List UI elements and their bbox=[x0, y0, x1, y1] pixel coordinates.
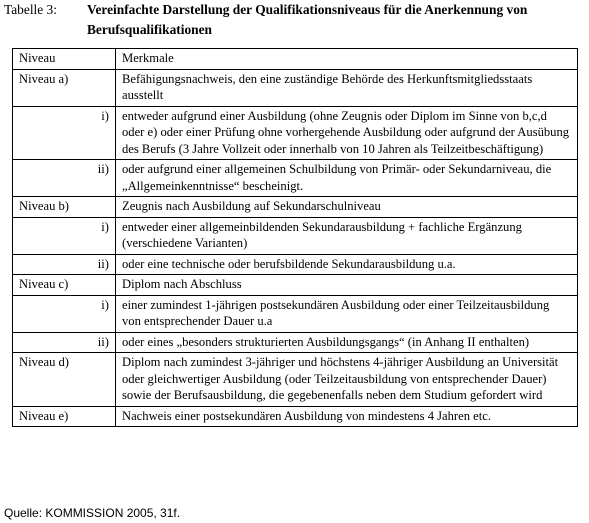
row-level: i) bbox=[13, 106, 116, 160]
row-level: Niveau e) bbox=[13, 406, 116, 427]
row-text: entweder aufgrund einer Ausbildung (ohne Zeugnis oder Diplom im Sinne von b,c,d oder e) oder einer Prüfung ohne vorhergehende Ausbildung oder aufgrund der Ausübung des Berufs (3 Jahre Vollzeit oder innerhalb von 10 Jahren als Teilzeitbeschäftigung) bbox=[116, 106, 578, 160]
table-row bbox=[13, 254, 578, 275]
source-note: Quelle: KOMMISSION 2005, 31f. bbox=[4, 506, 181, 520]
caption-label: Tabelle 3: bbox=[4, 2, 57, 17]
table-row bbox=[13, 295, 578, 332]
row-text: Befähigungsnachweis, den eine zuständige Behörde des Herkunftsmitgliedsstaats ausstellt bbox=[116, 69, 578, 106]
table-header-row bbox=[13, 49, 578, 70]
row-text: Nachweis einer postsekundären Ausbildung von mindestens 4 Jahren etc. bbox=[116, 406, 578, 427]
table-row bbox=[13, 332, 578, 353]
row-level: i) bbox=[13, 217, 116, 254]
row-level: Niveau d) bbox=[13, 353, 116, 407]
row-level: ii) bbox=[13, 332, 116, 353]
row-text: Diplom nach zumindest 3-jähriger und höchstens 4-jähriger Ausbildung an Universität oder gleichwertiger Ausbildung (oder Teilzeitausbildung von entsprechender Dauer) sowie der Berufsausbildung, die gegebenenfalls neben dem Studium gefordert wird bbox=[116, 353, 578, 407]
row-level: ii) bbox=[13, 254, 116, 275]
row-text: Diplom nach Abschluss bbox=[116, 275, 578, 296]
row-level: Niveau c) bbox=[13, 275, 116, 296]
table-row bbox=[13, 275, 578, 296]
header-merkmale: Merkmale bbox=[116, 49, 578, 70]
table-row bbox=[13, 406, 578, 427]
table-row bbox=[13, 217, 578, 254]
row-text: Zeugnis nach Ausbildung auf Sekundarschulniveau bbox=[116, 197, 578, 218]
table-row bbox=[13, 353, 578, 407]
row-text: entweder einer allgemeinbildenden Sekundarausbildung + fachliche Ergänzung (verschiedene Varianten) bbox=[116, 217, 578, 254]
table-caption bbox=[4, 0, 586, 40]
caption-title: Vereinfachte Darstellung der Qualifikationsniveaus für die Anerkennung von Berufsqualifikationen bbox=[87, 2, 528, 37]
row-level: ii) bbox=[13, 160, 116, 197]
qualification-table bbox=[12, 48, 578, 427]
row-level: i) bbox=[13, 295, 116, 332]
row-text: einer zumindest 1-jährigen postsekundären Ausbildung oder einer Teilzeitausbildung von entsprechender Dauer u.a bbox=[116, 295, 578, 332]
row-level: Niveau a) bbox=[13, 69, 116, 106]
row-text: oder eine technische oder berufsbildende Sekundarausbildung u.a. bbox=[116, 254, 578, 275]
table-row bbox=[13, 160, 578, 197]
header-niveau: Niveau bbox=[13, 49, 116, 70]
row-text: oder eines „besonders strukturierten Ausbildungsgangs“ (in Anhang II enthalten) bbox=[116, 332, 578, 353]
table-row bbox=[13, 106, 578, 160]
table-row bbox=[13, 197, 578, 218]
row-level: Niveau b) bbox=[13, 197, 116, 218]
table-row bbox=[13, 69, 578, 106]
row-text: oder aufgrund einer allgemeinen Schulbildung von Primär- oder Sekundarniveau, die „Allgemeinkenntnisse“ bescheinigt. bbox=[116, 160, 578, 197]
